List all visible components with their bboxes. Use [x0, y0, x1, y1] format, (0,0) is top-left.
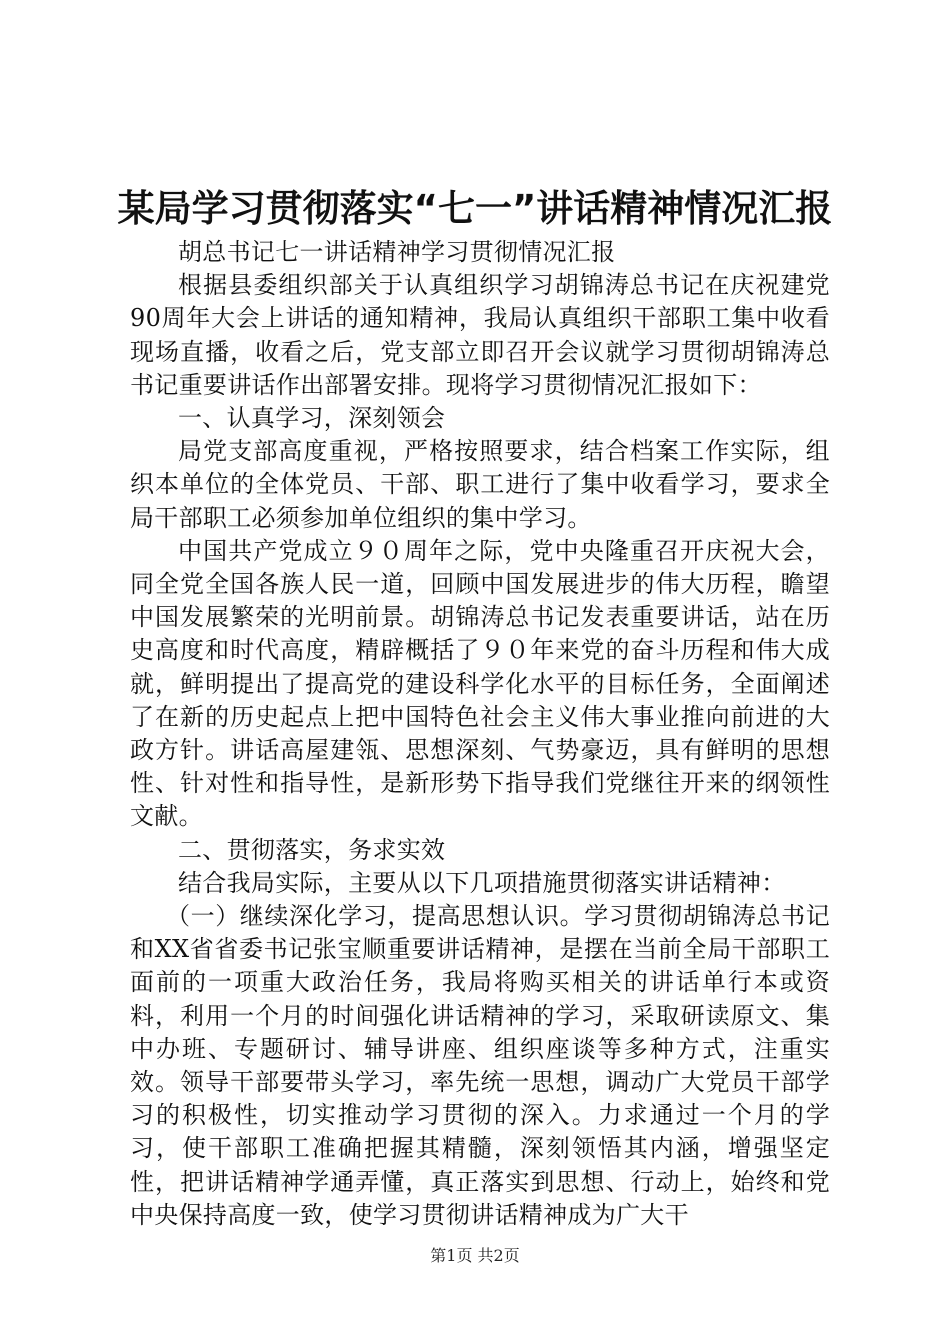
paragraph-section1-a: 局党支部高度重视，严格按照要求，结合档案工作实际，组织本单位的全体党员、干部、职工进行了集中收看学习，要求全局干部职工必须参加单位组织的集中学习。 — [130, 437, 830, 532]
paragraph-section1-b: 中国共产党成立９０周年之际，党中央隆重召开庆祝大会，同全党全国各族人民一道，回顾中国发展进步的伟大历程，瞻望中国发展繁荣的光明前景。胡锦涛总书记发表重要讲话，站在历史高度和时代高度，精辟概括了９０年来党的奋斗历程和伟大成就，鲜明提出了提高党的建设科学化水平的目标任务，全面阐述了在新的历史起点上把中国特色社会主义伟大事业推向前进的大政方针。讲话高屋建瓴、思想深刻、气势豪迈，具有鲜明的思想性、针对性和指导性，是新形势下指导我们党继往开来的纲领性文献。 — [130, 536, 830, 831]
paragraph-measure-1: （一）继续深化学习，提高思想认识。学习贯彻胡锦涛总书记和XX省省委书记张宝顺重要讲话精神，是摆在当前全局干部职工面前的一项重大政治任务，我局将购买相关的讲话单行本或资料，利用一个月的时间强化讲话精神的学习，采取研读原文、集中办班、专题研讨、辅导讲座、组织座谈等多种方式，注重实效。领导干部要带头学习，率先统一思想，调动广大党员干部学习的积极性，切实推动学习贯彻的深入。力求通过一个月的学习，使干部职工准确把握其精髓，深刻领悟其内涵，增强坚定性，把讲话精神学通弄懂，真正落实到思想、行动上，始终和党中央保持高度一致，使学习贯彻讲话精神成为广大干 — [130, 902, 830, 1229]
document-body — [130, 236, 830, 1232]
section-heading-1: 一、认真学习，深刻领会 — [178, 404, 446, 433]
page-footer: 第1页 共2页 — [430, 1246, 520, 1265]
paragraph-intro: 根据县委组织部关于认真组织学习胡锦涛总书记在庆祝建党90周年大会上讲话的通知精神，我局认真组织干部职工集中收看现场直播，收看之后，党支部立即召开会议就学习贯彻胡锦涛总书记重要讲话作出部署安排。现将学习贯彻情况汇报如下： — [130, 271, 830, 399]
section-heading-2: 二、贯彻落实，务求实效 — [178, 835, 446, 864]
document-title: 某局学习贯彻落实“七一”讲话精神情况汇报 — [117, 187, 833, 230]
paragraph-section2-intro: 结合我局实际，主要从以下几项措施贯彻落实讲话精神： — [178, 868, 786, 897]
paragraph-subtitle: 胡总书记七一讲话精神学习贯彻情况汇报 — [178, 238, 616, 266]
